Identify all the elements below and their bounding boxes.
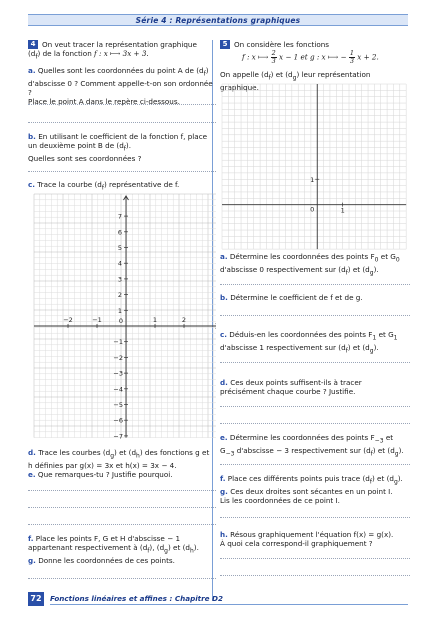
ex4-question-c: c. Trace la courbe $(d_f)$ représentative de f. <box>28 180 180 192</box>
answer-line[interactable] <box>28 507 216 508</box>
ex5-functions: f : x ⟼ $\frac{2}{3}$ x − 1 et g : x ⟼ − $\frac{1}{3}$ x + 2. <box>242 49 379 65</box>
x-tick-label: −1 <box>92 316 102 324</box>
ex5-question-g: g. Ces deux droites sont sécantes en un point I. Lis les coordonnées de ce point I. <box>220 487 393 506</box>
ex4-question-f: f. Place les points F, G et H d'abscisse − 1 appartenant respectivement à $(d_f)$, $(d_g)$ et $(d_h)$. <box>28 534 199 555</box>
y-tick-label: 4 <box>117 259 122 268</box>
chapter-title: Fonctions linéaires et affines : Chapitre D2 <box>50 594 223 603</box>
ex5-question-f: f. Place ces différents points puis trace $(d_f)$ et $(d_g)$. <box>220 474 403 486</box>
answer-line[interactable] <box>220 315 410 316</box>
page-number: 72 <box>28 592 44 606</box>
y-tick-label: −4 <box>113 385 123 394</box>
ex4-number: 4 <box>28 40 38 49</box>
y-tick-label: 5 <box>117 244 122 252</box>
ex4-question-e: e. Que remarques-tu ? Justifie pourquoi. <box>28 470 173 479</box>
ex5-question-b: b. Détermine le coefficient de f et de g. <box>220 293 363 302</box>
y-tick-label: −7 <box>113 432 123 440</box>
x-tick-label: −2 <box>63 316 73 324</box>
page-footer <box>28 592 408 606</box>
answer-line[interactable] <box>28 578 216 579</box>
ex4-question-g: g. Donne les coordonnées de ces points. <box>28 556 175 565</box>
series-header: Série 4 : Représentations graphiques <box>28 14 408 26</box>
answer-line[interactable] <box>220 423 410 424</box>
ex4-intro: 4 On veut tracer la représentation graphique $(d_f)$ de la fonction f : x ⟼ 3x + 3. <box>28 40 197 61</box>
footer-rule <box>50 604 408 605</box>
answer-line[interactable] <box>220 575 410 576</box>
y-tick-label: 2 <box>117 291 122 300</box>
graph-2[interactable] <box>220 82 410 278</box>
y-tick-label: −5 <box>113 401 123 409</box>
answer-line[interactable] <box>28 490 216 491</box>
x-tick-label: 1 <box>152 316 158 324</box>
ex4-question-d: d. Trace les courbes $(d_g)$ et $(d_h)$ des fonctions g et h définies par g(x) = 3x et h(x) = 3x − 4. <box>28 448 210 470</box>
ex5-intro-2: On appelle $(d_f)$ et $(d_g)$ leur représentation graphique. <box>220 70 371 92</box>
y-tick-label: −2 <box>113 353 123 362</box>
answer-line[interactable] <box>220 362 410 363</box>
y-tick-label: −1 <box>113 338 123 347</box>
ex5-question-h: h. Résous graphiquement l'équation f(x) = g(x). À quoi cela correspond-il graphiquement ? <box>220 530 394 549</box>
graph-1[interactable] <box>28 192 216 440</box>
y-tick-label: 7 <box>117 212 122 221</box>
x-tick-label: 2 <box>181 316 187 324</box>
origin-label: 0 <box>310 205 315 214</box>
y-tick-label: 6 <box>117 228 122 237</box>
origin-label: 0 <box>118 317 123 325</box>
answer-line[interactable] <box>220 517 410 518</box>
y-tick-label: 3 <box>117 275 122 284</box>
y-tick-label: 1 <box>310 175 315 184</box>
ex5-question-a: a. Détermine les coordonnées des points $F_0$ et $G_0$ d'abscisse 0 respectivement sur $(d_f)$ et $(d_g)$. <box>220 252 400 277</box>
answer-line[interactable] <box>28 524 216 525</box>
ex4-question-a: a. Quelles sont les coordonnées du point A de $(d_f)$ d'abscisse 0 ? Comment appelle-t-on son ordonnée ? Place le point A dans le repère ci-dessous. <box>28 66 213 107</box>
x-tick-label: 1 <box>340 206 345 215</box>
ex5-question-d: d. Ces deux points suffisent-ils à tracer précisément chaque courbe ? Justifie. <box>220 378 362 397</box>
ex5-question-c: c. Déduis-en les coordonnées des points $F_1$ et $G_1$ d'abscisse 1 respectivement sur $(d_f)$ et $(d_g)$. <box>220 330 398 355</box>
y-tick-label: −3 <box>113 369 123 378</box>
answer-line[interactable] <box>220 464 410 465</box>
ex5-number: 5 <box>220 40 230 49</box>
answer-line[interactable] <box>28 104 216 105</box>
answer-line[interactable] <box>220 558 410 559</box>
answer-line[interactable] <box>28 122 216 123</box>
ex4-question-b: b. En utilisant le coefficient de la fonction f, place un deuxième point B de $(d_f)$. Quelles sont ses coordonnées ? <box>28 132 208 163</box>
answer-line[interactable] <box>28 171 216 172</box>
answer-line[interactable] <box>220 406 410 407</box>
y-tick-label: 1 <box>117 306 122 315</box>
y-tick-label: −6 <box>113 416 123 425</box>
answer-line[interactable] <box>220 284 410 285</box>
ex5-question-e: e. Détermine les coordonnées des points $F_{-3}$ et $G_{-3}$ d'abscisse − 3 respectivement sur $(d_f)$ et $(d_g)$. <box>220 433 404 458</box>
ex5-intro: 5 On considère les fonctions <box>220 40 410 49</box>
